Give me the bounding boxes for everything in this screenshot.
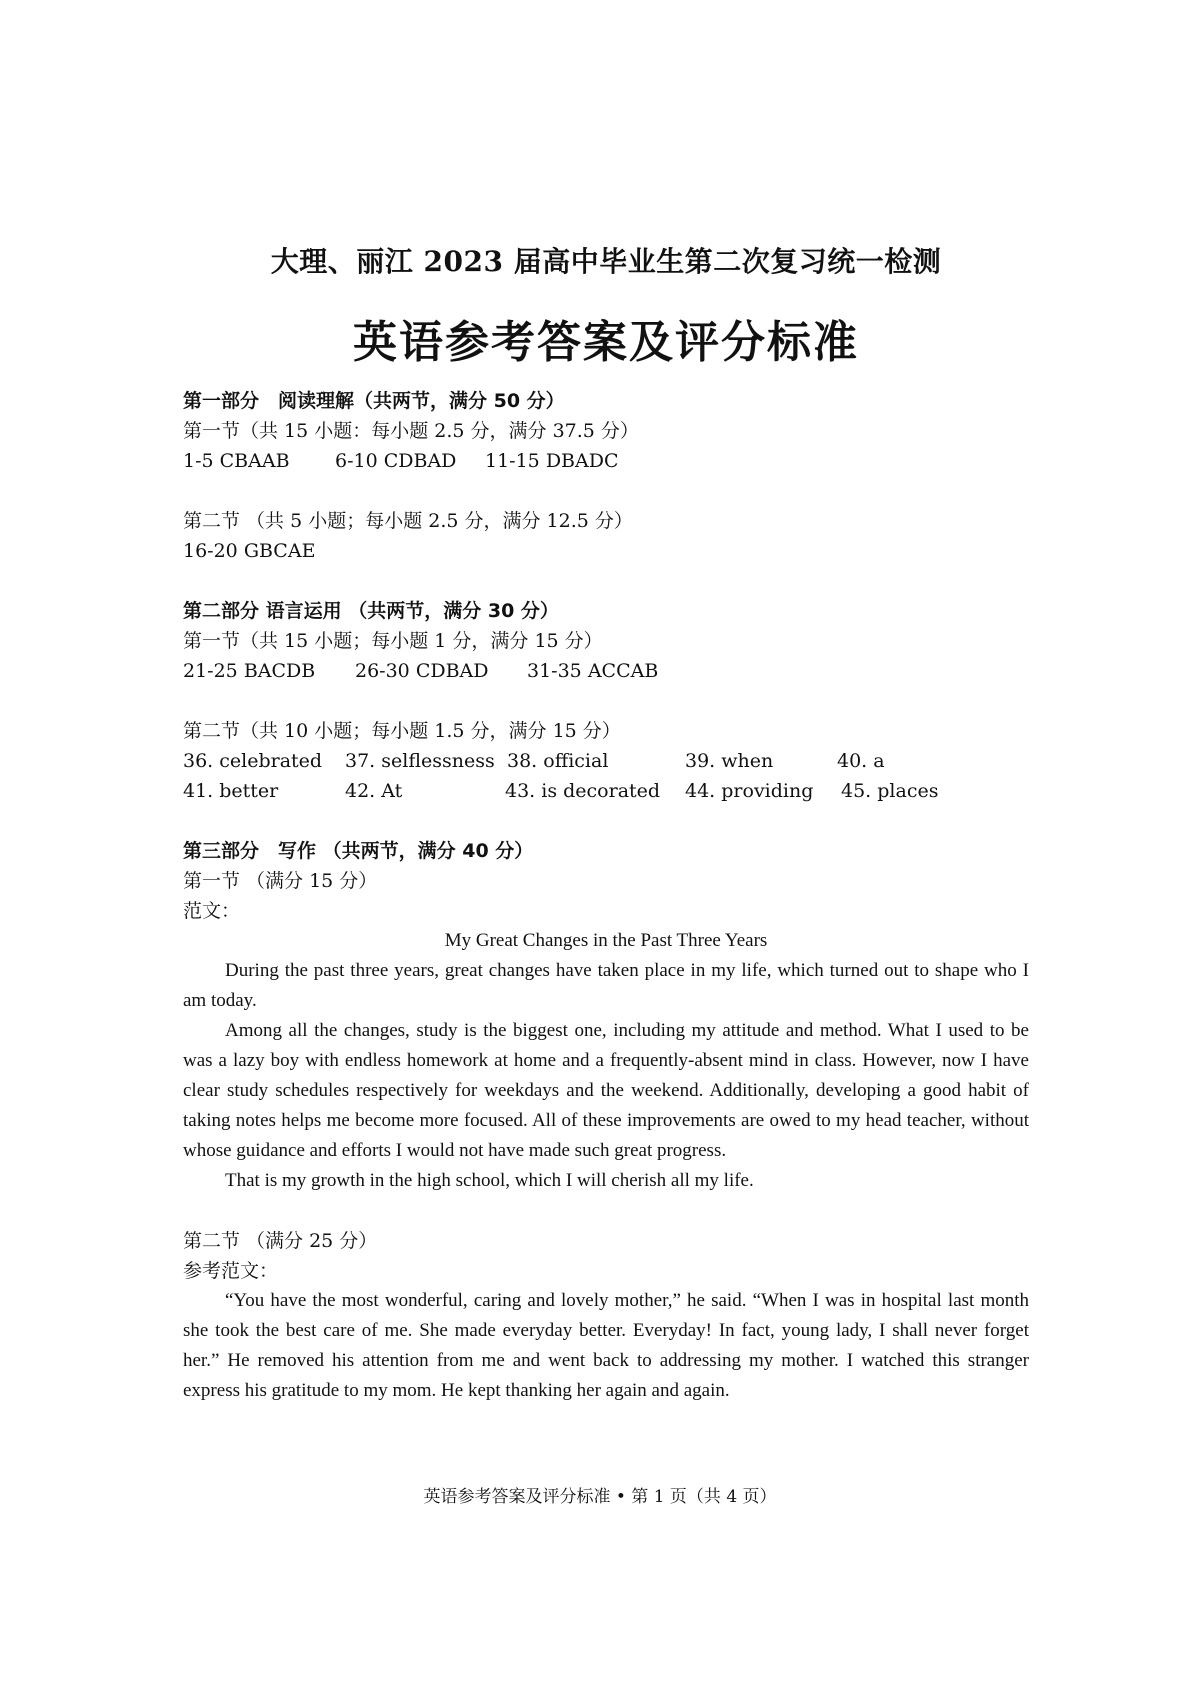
part1-section1-answers (183, 446, 1029, 476)
answer-item: 36. celebrated (183, 750, 323, 772)
answer-item: 43. is decorated (505, 780, 661, 802)
answer-item: 38. official (507, 750, 609, 772)
answer-group: 11-15 DBADC (485, 450, 619, 472)
part3-section1-heading: 第一节 （满分 15 分） (183, 870, 378, 892)
part2-section1-answers (183, 656, 1029, 686)
page-footer: 英语参考答案及评分标准 • 第 1 页（共 4 页） (423, 1487, 777, 1507)
sample-essay-label: 范文： (183, 900, 241, 922)
essay-paragraph: Among all the changes, study is the biggest one, including my attitude and method. What I used to be was a lazy boy with endless homework at home and a frequently-absent mind in class. However, now I have clear study schedules respectively for weekdays and the weekend. Additionally, developing a good habit of taking notes helps me become more focused. All of these improvements are owed to my head teacher, without whose guidance and efforts I would not have made such great progress. (183, 1020, 1029, 1161)
essay-paragraph: “You have the most wonderful, caring and lovely mother,” he said. “When I was in hospital last month she took the best care of me. She made everyday better. Everyday! In fact, young lady, I shall never forget her.” He removed his attention from me and went back to addressing my mother. I watched this stranger express his gratitude to my mom. He kept thanking her again and again. (183, 1290, 1029, 1401)
answer-item: 42. At (345, 780, 403, 802)
answer-group: 1-5 CBAAB (183, 450, 290, 472)
part1-heading: 第一部分 阅读理解（共两节，满分 50 分） (183, 390, 565, 412)
part2-section2-heading: 第二节（共 10 小题；每小题 1.5 分，满分 15 分） (183, 720, 621, 742)
answer-group: 26-30 CDBAD (355, 660, 489, 682)
part2-heading: 第二部分 语言运用 （共两节，满分 30 分） (183, 600, 559, 622)
essay-paragraph: During the past three years, great changes have taken place in my life, which turned out to shape who I am today. (183, 960, 1029, 1011)
answer-item: 40. a (837, 750, 885, 772)
essay-title: My Great Changes in the Past Three Years (444, 930, 768, 951)
part2-section1-heading: 第一节（共 15 小题；每小题 1 分，满分 15 分） (183, 630, 603, 652)
answer-item: 37. selflessness (345, 750, 495, 772)
part2-section2-answers-row1 (183, 746, 1029, 776)
answer-item: 39. when (685, 750, 774, 772)
exam-title: 大理、丽江 2023 届高中毕业生第二次复习统一检测 (270, 245, 942, 278)
answer-group: 6-10 CDBAD (335, 450, 457, 472)
answer-item: 41. better (183, 780, 279, 802)
answer-group: 31-35 ACCAB (527, 660, 659, 682)
reference-essay-label: 参考范文： (183, 1260, 279, 1282)
answer-item: 45. places (841, 780, 939, 802)
essay-paragraph: That is my growth in the high school, which I will cherish all my life. (225, 1170, 754, 1191)
document-subtitle: 英语参考答案及评分标准 (353, 317, 859, 368)
answer-group: 21-25 BACDB (183, 660, 316, 682)
answer-group: 16-20 GBCAE (183, 540, 316, 562)
answer-item: 44. providing (685, 780, 814, 802)
part1-section2-answers (183, 536, 1029, 566)
part1-section2-heading: 第二节 （共 5 小题；每小题 2.5 分，满分 12.5 分） (183, 510, 633, 532)
part1-section1-heading: 第一节（共 15 小题：每小题 2.5 分，满分 37.5 分） (183, 420, 639, 442)
part2-section2-answers-row2 (183, 776, 1029, 806)
part3-section2-heading: 第二节 （满分 25 分） (183, 1230, 378, 1252)
answer-document (183, 240, 1029, 1406)
part3-heading: 第三部分 写作 （共两节，满分 40 分） (183, 840, 534, 862)
